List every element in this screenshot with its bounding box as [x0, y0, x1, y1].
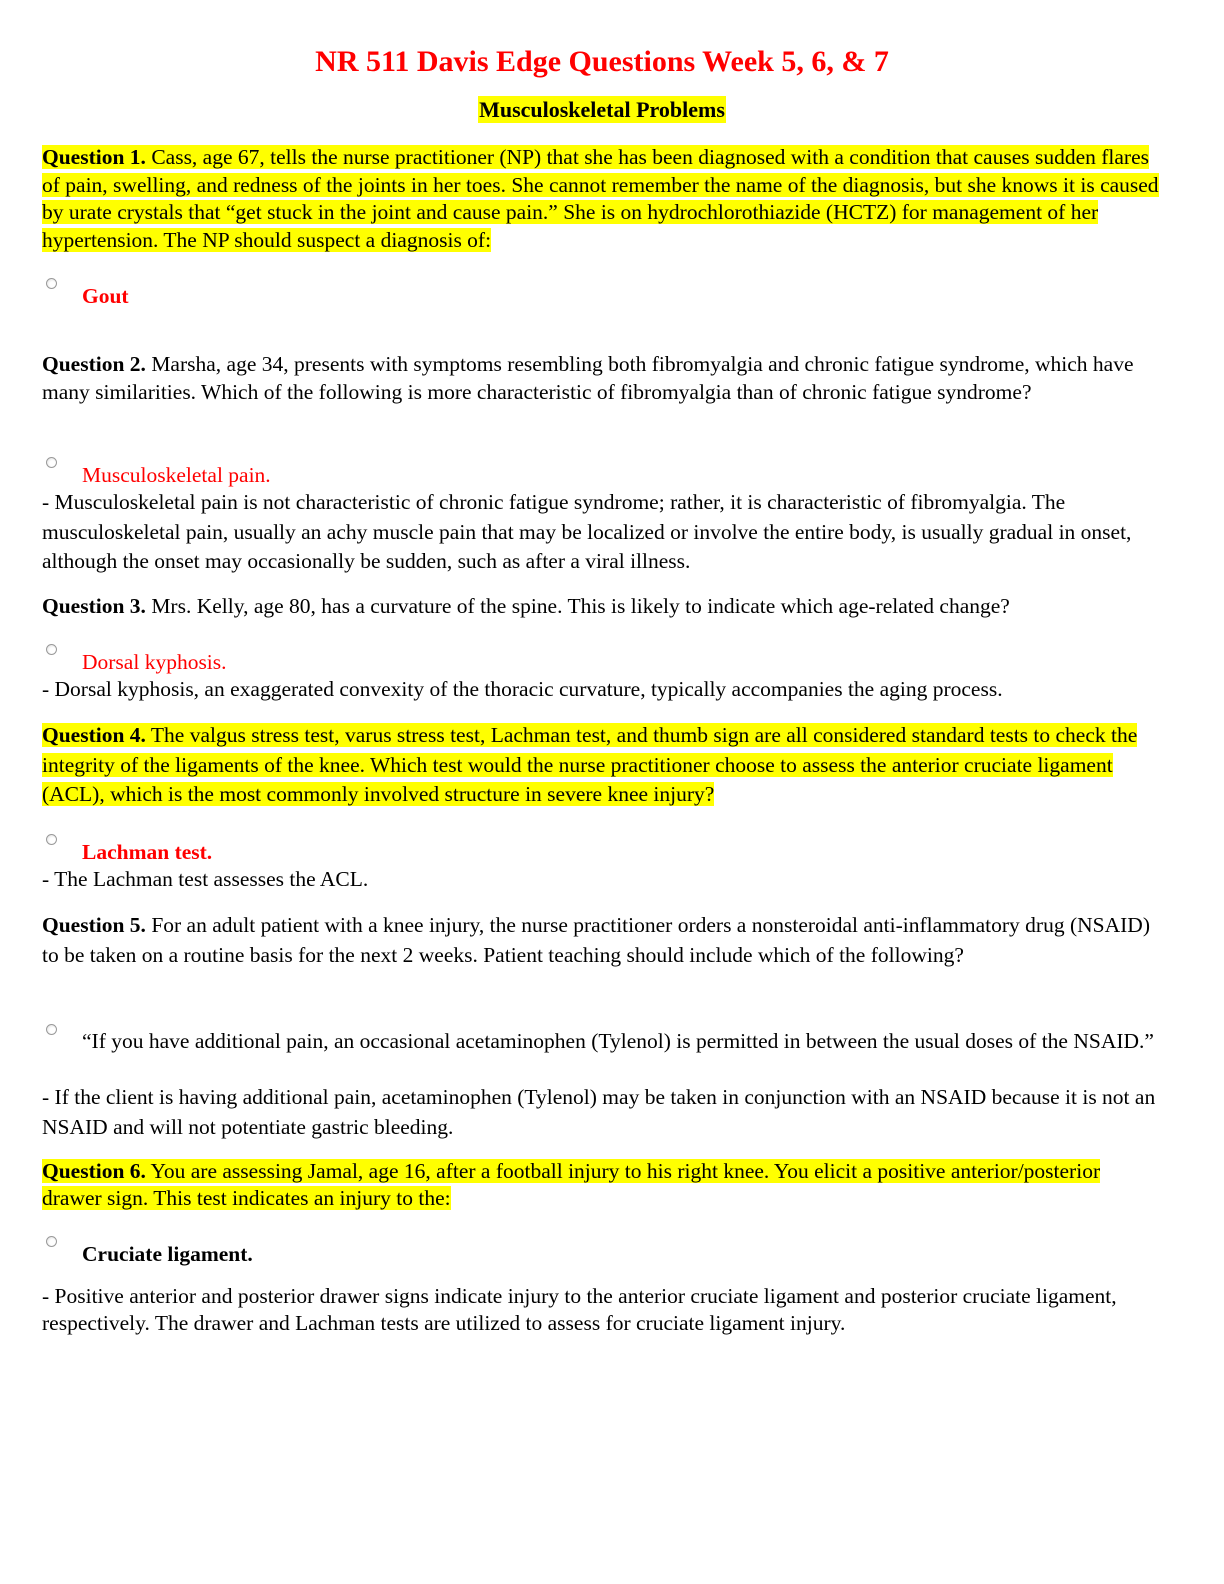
rationale-2	[42, 488, 1162, 577]
rationale-text: - Dorsal kyphosis, an exaggerated convexity of the thoracic curvature, typically accompanies the aging process.	[42, 677, 1003, 701]
radio-button-icon[interactable]	[46, 1236, 57, 1247]
question-body: For an adult patient with a knee injury, the nurse practitioner orders a nonsteroidal anti-inflammatory drug (NSAID) to be taken on a routine basis for the next 2 weeks. Patient teaching should include which of the following?	[42, 913, 1150, 967]
answer-option-4[interactable]	[42, 838, 1162, 866]
question-block-1	[42, 144, 1162, 254]
question-number: Question 5.	[42, 913, 146, 937]
question-block-5	[42, 911, 1162, 970]
rationale-4	[42, 865, 1162, 895]
section-heading-container	[42, 96, 1162, 124]
question-block-6	[42, 1158, 1162, 1212]
answer-text: Musculoskeletal pain.	[82, 463, 271, 487]
radio-button-icon[interactable]	[46, 644, 57, 655]
question-body: The valgus stress test, varus stress test, Lachman test, and thumb sign are all considered standard tests to check the integrity of the ligaments of the knee. Which test would the nurse practitioner choose to assess the anterior cruciate ligament (ACL), which is the most commonly involved structure in severe knee injury?	[42, 723, 1138, 806]
answer-option-6[interactable]	[42, 1240, 1162, 1268]
question-body: Mrs. Kelly, age 80, has a curvature of the spine. This is likely to indicate which age-related change?	[145, 594, 1010, 618]
answer-option-3[interactable]	[42, 648, 1162, 676]
question-block-4	[42, 721, 1162, 810]
radio-button-icon[interactable]	[46, 834, 57, 845]
question-number: Question 6.	[42, 1159, 146, 1183]
document-title: NR 511 Davis Edge Questions Week 5, 6, & 7	[315, 45, 889, 78]
rationale-6	[42, 1283, 1162, 1337]
question-text	[42, 351, 1162, 406]
answer-option-1[interactable]	[42, 282, 1162, 310]
answer-text: Cruciate ligament.	[82, 1242, 253, 1266]
answer-text: “If you have additional pain, an occasional acetaminophen (Tylenol) is permitted in between the usual doses of the NSAID.”	[82, 1029, 1154, 1053]
rationale-text: - The Lachman test assesses the ACL.	[42, 867, 369, 891]
rationale-text: - Positive anterior and posterior drawer signs indicate injury to the anterior cruciate ligament and posterior cruciate ligament, respectively. The drawer and Lachman tests are utilized to assess for cruciate ligament injury.	[42, 1284, 1117, 1335]
question-number: Question 3.	[42, 594, 146, 618]
question-block-3	[42, 593, 1162, 621]
question-number: Question 4.	[42, 723, 146, 747]
document-page	[42, 44, 1162, 124]
section-heading: Musculoskeletal Problems	[479, 97, 725, 122]
question-text	[42, 593, 1162, 621]
question-number: Question 1.	[42, 145, 146, 169]
question-body: Marsha, age 34, presents with symptoms resembling both fibromyalgia and chronic fatigue syndrome, which have many similarities. Which of the following is more characteristic of fibromyalgia than of chronic fatigue syndrome?	[42, 352, 1134, 404]
answer-text: Lachman test.	[82, 840, 213, 864]
question-body: You are assessing Jamal, age 16, after a football injury to his right knee. You elicit a positive anterior/posterior drawer sign. This test indicates an injury to the:	[42, 1159, 1101, 1210]
answer-text: Gout	[82, 284, 129, 308]
rationale-text: - If the client is having additional pain, acetaminophen (Tylenol) may be taken in conjunction with an NSAID because it is not an NSAID and will not potentiate gastric bleeding.	[42, 1085, 1156, 1139]
rationale-3	[42, 675, 1162, 705]
question-text	[42, 144, 1162, 254]
question-text	[42, 1158, 1162, 1212]
question-text	[42, 911, 1162, 970]
rationale-5	[42, 1083, 1162, 1142]
question-block-2	[42, 351, 1162, 406]
question-number: Question 2.	[42, 352, 146, 376]
answer-option-5[interactable]	[42, 1028, 1162, 1055]
rationale-text: - Musculoskeletal pain is not characteristic of chronic fatigue syndrome; rather, it is characteristic of fibromyalgia. The musculoskeletal pain, usually an achy muscle pain that may be localized or involve the entire body, is usually gradual in onset, although the onset may occasionally be sudden, such as after a viral illness.	[42, 490, 1132, 573]
question-body: Cass, age 67, tells the nurse practitioner (NP) that she has been diagnosed with a condition that causes sudden flares of pain, swelling, and redness of the joints in her toes. She cannot remember the name of the diagnosis, but she knows it is caused by urate crystals that “get stuck in the joint and cause pain.” She is on hydrochlorothiazide (HCTZ) for management of her hypertension. The NP should suspect a diagnosis of:	[42, 145, 1159, 252]
radio-button-icon[interactable]	[46, 457, 57, 468]
radio-button-icon[interactable]	[46, 1024, 57, 1035]
answer-option-2[interactable]	[42, 461, 1162, 489]
answer-text: Dorsal kyphosis.	[82, 650, 227, 674]
question-text	[42, 721, 1162, 810]
radio-button-icon[interactable]	[46, 278, 57, 289]
